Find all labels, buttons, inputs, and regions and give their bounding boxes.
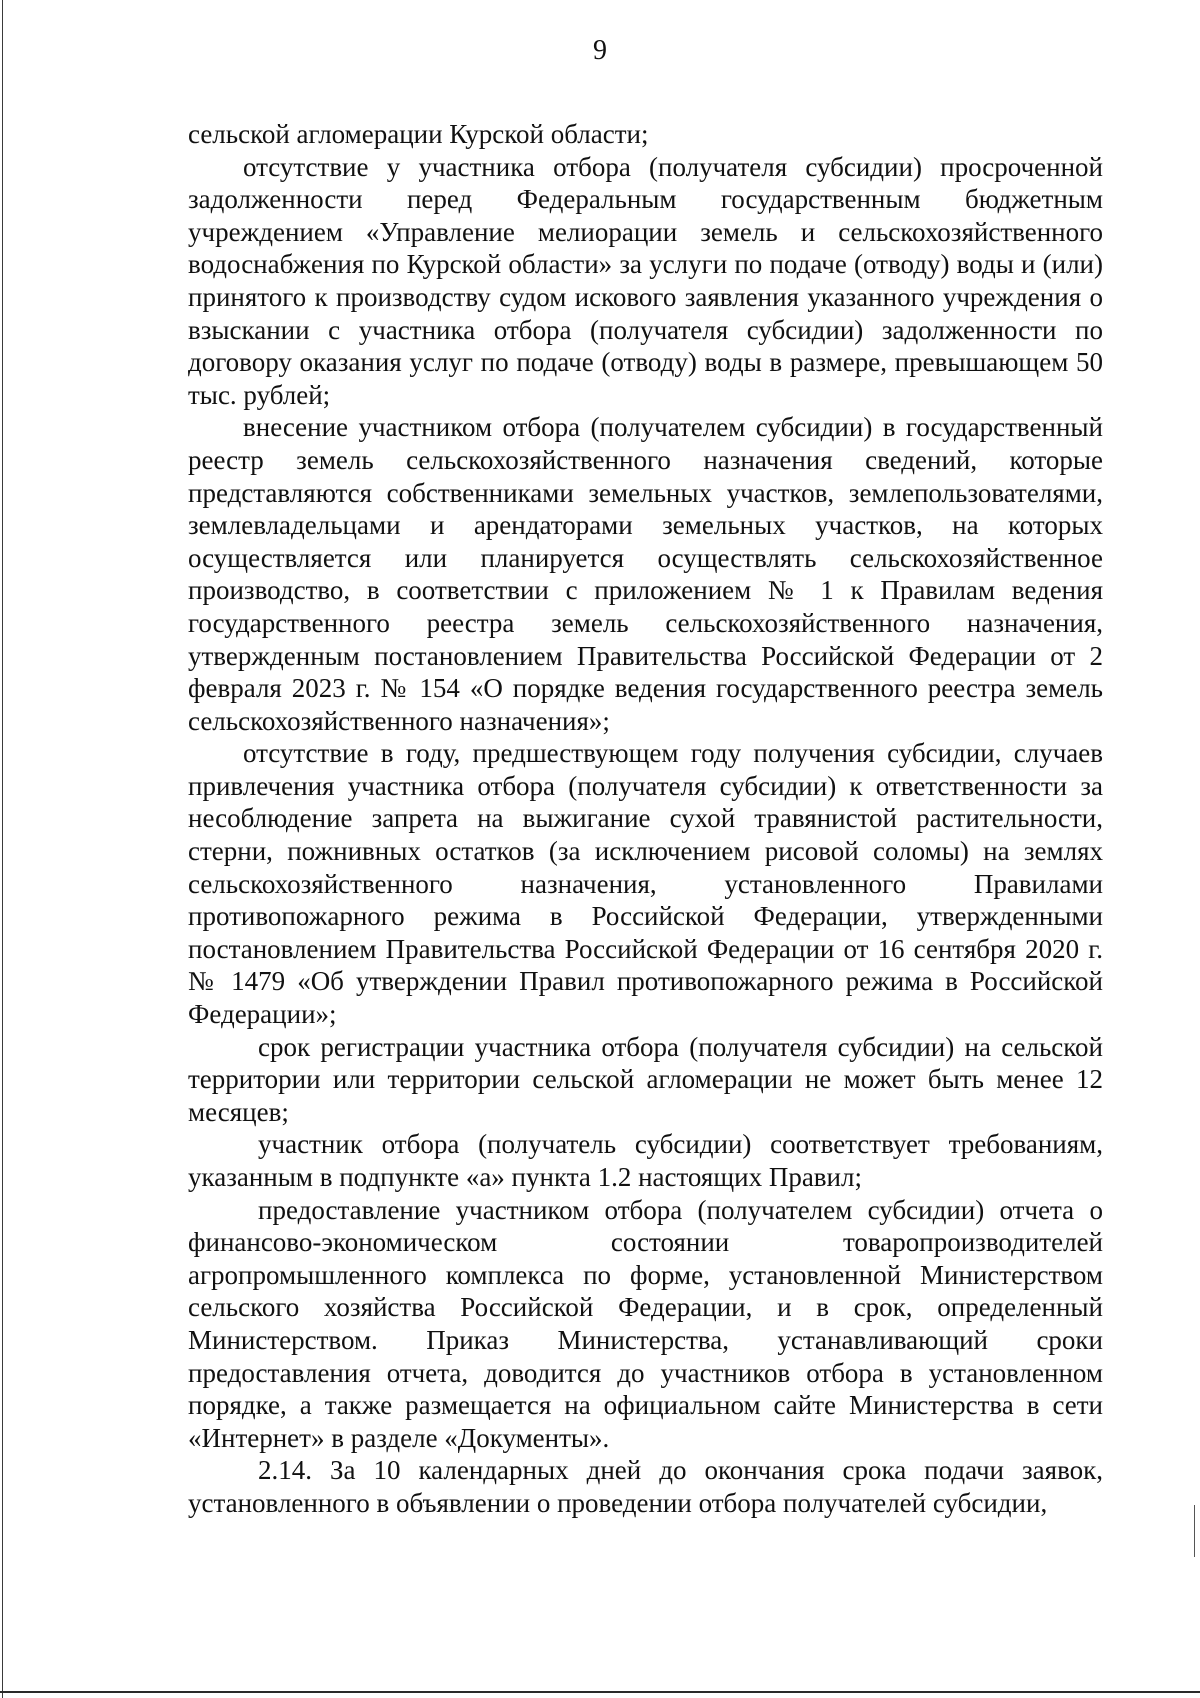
paragraph-land-registry: внесение участником отбора (получателем субсидии) в государственный реестр земель сельскохозяйственного назначения сведений, которые представляются собственниками земельных участков, землепользователями, землевладельцами и арендаторами земельных участков, на которых осуществляется или планируется осуществлять сельскохозяйственное производство, в соответствии с приложением № 1 к Правилам ведения государственного реестра земель сельскохозяйственного назначения, утвержденным постановлением Правительства Российской Федерации от 2 февраля 2023 г. № 154 «О порядке ведения государственного реестра земель сельскохозяйственного назначения»;: [188, 412, 1103, 736]
paragraph-no-burning-violations: отсутствие в году, предшествующем году получения субсидии, случаев привлечения участника отбора (получателя субсидии) к ответственности за несоблюдение запрета на выжигание сухой травянистой растительности, стерни, пожнивных остатков (за исключением рисовой соломы) на землях сельскохозяйственного назначения, установленного Правилами противопожарного режима в Российской Федерации, утвержденными постановлением Правительства Российской Федерации от 16 сентября 2020 г. № 1479 «Об утверждении Правил противопожарного режима в Российской Федерации»;: [188, 738, 1103, 1030]
paragraph-registration-term: срок регистрации участника отбора (получателя субсидии) на сельской территории или территории сельской агломерации не может быть менее 12 месяцев;: [188, 1031, 1103, 1127]
paragraph-continuation: сельской агломерации Курской области;: [188, 119, 649, 149]
paragraph-requirements: участник отбора (получатель субсидии) соответствует требованиям, указанным в подпункте «а» пункта 1.2 настоящих Правил;: [188, 1129, 1103, 1192]
scan-edge-left: [2, 0, 3, 1698]
document-body: [188, 118, 1103, 1520]
paragraph-no-debt: отсутствие у участника отбора (получателя субсидии) просроченной задолженности перед Федеральным государственным бюджетным учреждением «Управление мелиорации земель и сельскохозяйственного водоснабжения по Курской области» за услуги по подаче (отводу) воды и (или) принятого к производству судом искового заявления указанного учреждения о взыскании с участника отбора (получателя субсидии) задолженности по договору оказания услуг по подаче (отводу) воды в размере, превышающем 50 тыс. рублей;: [188, 151, 1103, 410]
paragraph-section-2-14: 2.14. За 10 календарных дней до окончания срока подачи заявок, установленного в объявлении о проведении отбора получателей субсидии,: [188, 1455, 1103, 1518]
scan-edge-right: [1194, 1505, 1195, 1557]
scan-edge-bottom: [0, 1691, 1200, 1693]
paragraph-financial-report: предоставление участником отбора (получателем субсидии) отчета о финансово-экономическом состоянии товаропроизводителей агропромышленного комплекса по форме, установленной Министерством сельского хозяйства Российской Федерации, и в срок, определенный Министерством. Приказ Министерства, устанавливающий сроки предоставления отчета, доводится до участников отбора в установленном порядке, а также размещается на официальном сайте Министерства в сети «Интернет» в разделе «Документы».: [188, 1194, 1103, 1453]
page-number: 9: [593, 35, 607, 66]
